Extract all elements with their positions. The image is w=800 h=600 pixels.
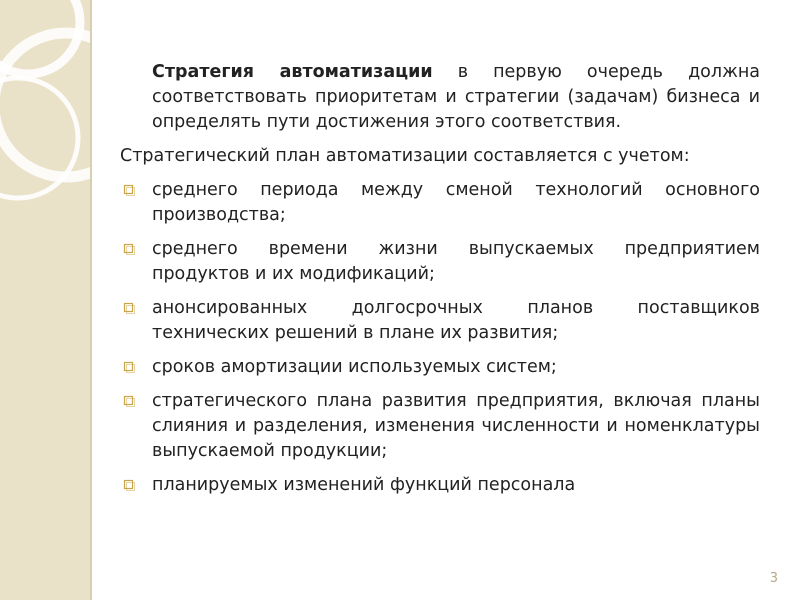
intro-text: в первую очередь должна соответствовать приоритетам и стратегии (задачам) бизнеса и определять пути достижения этого соответствия. [152,62,760,132]
intro-paragraph [120,60,760,135]
hollow-square-bullet-icon [122,389,138,414]
list-item-text: анонсированных долгосрочных планов поставщиков технических решений в плане их развития; [152,298,760,343]
list-item-text: планируемых изменений функций персонала [152,475,576,495]
list-item-text: стратегического плана развития предприятия, включая планы слияния и разделения, изменения численности и номенклатуры выпускаемой продукции; [152,391,760,461]
decorative-sidebar [0,0,90,600]
decorative-circles [0,0,90,600]
hollow-square-bullet-icon [122,178,138,203]
intro-emphasis: Стратегия автоматизации [152,62,433,82]
list-item [120,178,760,228]
slide-body [120,60,760,507]
hollow-square-bullet-icon [122,296,138,321]
hollow-square-bullet-icon [122,237,138,262]
list-item [120,473,760,498]
list-item-text: среднего периода между сменой технологий основного производства; [152,180,760,225]
hollow-square-bullet-icon [122,473,138,498]
bullet-list [120,178,760,498]
list-item [120,355,760,380]
hollow-square-bullet-icon [122,355,138,380]
list-item-text: сроков амортизации используемых систем; [152,357,557,377]
list-item-text: среднего времени жизни выпускаемых предприятием продуктов и их модификаций; [152,239,760,284]
page-number: 3 [769,571,778,586]
list-item [120,389,760,464]
list-item [120,237,760,287]
lead-paragraph: Стратегический план автоматизации составляется с учетом: [120,146,690,166]
sidebar-divider [90,0,92,600]
list-item [120,296,760,346]
